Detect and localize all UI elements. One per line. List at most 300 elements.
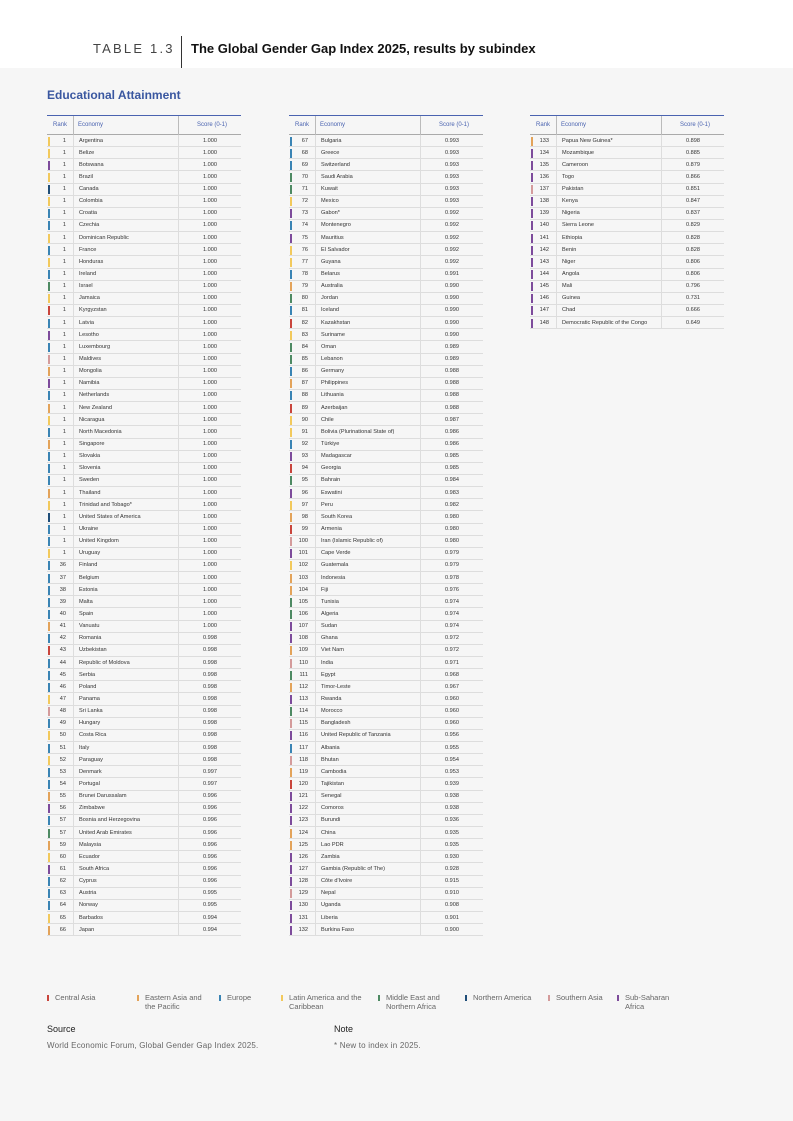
table-row (47, 232, 241, 244)
region-marker (290, 816, 292, 825)
score-cell: 1.000 (203, 258, 217, 265)
table-row (47, 487, 241, 499)
rank-cell: 97 (301, 501, 308, 508)
rank-cell: 1 (62, 295, 66, 302)
region-marker (290, 306, 292, 315)
rank-cell: 1 (62, 173, 66, 180)
column-separator (73, 791, 74, 803)
column-separator (420, 791, 421, 803)
rank-cell: 1 (62, 222, 66, 229)
table-row (47, 293, 241, 305)
column-separator (315, 256, 316, 268)
table-row (289, 912, 483, 924)
score-cell: 1.000 (203, 246, 217, 253)
column-separator (73, 718, 74, 730)
column-separator (315, 827, 316, 839)
economy-cell: Egypt (321, 671, 336, 678)
economy-cell: Barbados (79, 914, 103, 921)
table-row (289, 766, 483, 778)
region-marker (48, 683, 50, 692)
region-marker (290, 331, 292, 340)
column-separator (420, 378, 421, 390)
column-separator (315, 232, 316, 244)
column-separator (420, 244, 421, 256)
score-cell: 0.998 (203, 635, 217, 642)
score-header: Score (0-1) (197, 122, 228, 128)
region-marker (290, 756, 292, 765)
column-separator (420, 888, 421, 900)
region-marker (290, 671, 292, 680)
column-separator (661, 256, 662, 268)
table-row (47, 851, 241, 863)
economy-cell: Lesotho (79, 331, 99, 338)
table-row (289, 426, 483, 438)
column-separator (178, 147, 179, 159)
column-separator (420, 366, 421, 378)
economy-cell: Uruguay (79, 550, 101, 557)
region-marker (48, 926, 50, 935)
economy-cell: Japan (79, 926, 95, 933)
column-separator (661, 171, 662, 183)
column-separator (73, 196, 74, 208)
economy-cell: Sri Lanka (79, 708, 103, 715)
column-separator (73, 341, 74, 353)
rank-cell: 119 (299, 768, 308, 775)
rank-cell: 102 (298, 562, 308, 569)
rank-cell: 1 (62, 356, 66, 363)
column-separator (178, 426, 179, 438)
table-row (289, 317, 483, 329)
score-cell: 1.000 (203, 465, 217, 472)
region-marker (48, 634, 50, 643)
economy-cell: Portugal (79, 780, 100, 787)
region-marker (48, 610, 50, 619)
economy-cell: Guatemala (321, 562, 349, 569)
column-separator (420, 827, 421, 839)
table-row (289, 645, 483, 657)
table-row (289, 718, 483, 730)
table-row (530, 220, 724, 232)
economy-cell: Ecuador (79, 853, 100, 860)
economy-cell: Côte d'Ivoire (321, 878, 353, 885)
column-separator (420, 269, 421, 281)
column-separator (178, 924, 179, 936)
rank-cell: 106 (298, 610, 308, 617)
table-row (289, 560, 483, 572)
region-marker (290, 719, 292, 728)
rank-cell: 71 (301, 186, 308, 193)
economy-cell: Kyrgyzstan (79, 307, 107, 314)
rank-cell: 1 (62, 283, 66, 290)
table-row (47, 439, 241, 451)
column-separator (178, 196, 179, 208)
column-separator (420, 681, 421, 693)
score-cell: 1.000 (203, 538, 217, 545)
economy-cell: Indonesia (321, 574, 346, 581)
table-row (47, 742, 241, 754)
column-separator (178, 718, 179, 730)
column-separator (420, 778, 421, 790)
column-separator (178, 511, 179, 523)
economy-header: Economy (561, 122, 587, 128)
region-marker (48, 816, 50, 825)
column-separator (420, 584, 421, 596)
rank-cell: 57 (59, 817, 66, 824)
column-separator (420, 742, 421, 754)
region-marker (290, 926, 292, 935)
score-cell: 0.979 (445, 562, 459, 569)
rank-cell: 41 (59, 623, 66, 630)
table-row (47, 317, 241, 329)
region-marker (531, 209, 533, 218)
column-separator (178, 851, 179, 863)
column-separator (73, 560, 74, 572)
table-row (47, 524, 241, 536)
table-row (47, 766, 241, 778)
column-separator (178, 390, 179, 402)
column-separator (315, 888, 316, 900)
score-cell: 0.998 (203, 756, 217, 763)
score-cell: 0.979 (445, 550, 459, 557)
legend-swatch (137, 995, 139, 1001)
economy-cell: Ghana (321, 635, 338, 642)
column-separator (73, 693, 74, 705)
column-separator (73, 426, 74, 438)
economy-cell: Saudi Arabia (321, 173, 353, 180)
rank-cell: 1 (62, 137, 66, 144)
score-cell: 0.866 (686, 173, 700, 180)
economy-cell: Democratic Republic of the Congo (562, 319, 648, 326)
economy-cell: Mauritius (321, 234, 344, 241)
region-marker (290, 161, 292, 170)
table-row (289, 414, 483, 426)
economy-cell: Costa Rica (79, 732, 107, 739)
column-separator (178, 693, 179, 705)
score-cell: 1.000 (203, 501, 217, 508)
column-separator (661, 147, 662, 159)
score-cell: 0.985 (445, 465, 459, 472)
table-row (530, 281, 724, 293)
table-row (47, 778, 241, 790)
column-separator (178, 912, 179, 924)
column-separator (73, 317, 74, 329)
region-marker (48, 221, 50, 230)
economy-cell: Guinea (562, 295, 581, 302)
rank-cell: 1 (62, 161, 66, 168)
economy-cell: Lebanon (321, 356, 343, 363)
score-cell: 0.993 (445, 161, 459, 168)
column-separator (178, 208, 179, 220)
table-row (289, 281, 483, 293)
economy-cell: Poland (79, 683, 97, 690)
economy-cell: China (321, 829, 336, 836)
region-marker (290, 586, 292, 595)
column-separator (315, 693, 316, 705)
column-separator (73, 778, 74, 790)
section-title: Educational Attainment (47, 88, 181, 102)
score-cell: 0.982 (445, 501, 459, 508)
economy-cell: Republic of Moldova (79, 659, 130, 666)
column-separator (420, 645, 421, 657)
table-row (289, 572, 483, 584)
rank-cell: 131 (298, 914, 308, 921)
economy-cell: Nigeria (562, 210, 580, 217)
rank-cell: 76 (301, 246, 308, 253)
column-separator (73, 584, 74, 596)
score-cell: 0.935 (445, 829, 459, 836)
column-separator (315, 706, 316, 718)
region-marker (290, 379, 292, 388)
column-separator (420, 608, 421, 620)
table-row (530, 196, 724, 208)
region-marker (531, 319, 533, 328)
column-separator (178, 116, 179, 135)
region-marker (290, 355, 292, 364)
score-cell: 0.828 (686, 234, 700, 241)
table-row (47, 402, 241, 414)
score-cell: 0.998 (203, 695, 217, 702)
region-marker (290, 404, 292, 413)
economy-cell: Denmark (79, 768, 102, 775)
table-row (289, 463, 483, 475)
column-separator (178, 293, 179, 305)
column-separator (178, 669, 179, 681)
column-separator (73, 754, 74, 766)
table-row (47, 184, 241, 196)
rank-cell: 84 (301, 343, 308, 350)
column-separator (315, 815, 316, 827)
legend-swatch (219, 995, 221, 1001)
economy-cell: Viet Nam (321, 647, 344, 654)
column-separator (315, 378, 316, 390)
header-divider (181, 36, 182, 68)
rank-cell: 108 (298, 635, 308, 642)
economy-cell: Norway (79, 902, 98, 909)
region-marker (290, 889, 292, 898)
region-marker (290, 683, 292, 692)
region-marker (290, 744, 292, 753)
economy-cell: Honduras (79, 258, 104, 265)
region-marker (48, 452, 50, 461)
column-separator (315, 560, 316, 572)
column-separator (315, 147, 316, 159)
table-row (289, 499, 483, 511)
column-separator (420, 548, 421, 560)
column-separator (315, 402, 316, 414)
table-row (530, 135, 724, 147)
economy-cell: Ethiopia (562, 234, 583, 241)
region-marker (48, 731, 50, 740)
column-separator (661, 220, 662, 232)
rank-cell: 95 (301, 477, 308, 484)
column-separator (420, 487, 421, 499)
table-row (289, 827, 483, 839)
table-row (289, 341, 483, 353)
rank-cell: 1 (62, 380, 66, 387)
economy-cell: Finland (79, 562, 98, 569)
rank-cell: 104 (298, 586, 308, 593)
region-marker (290, 865, 292, 874)
column-separator (73, 536, 74, 548)
table-row (289, 608, 483, 620)
column-separator (73, 596, 74, 608)
column-separator (178, 487, 179, 499)
note-heading: Note (334, 1024, 354, 1034)
score-cell: 0.953 (445, 768, 459, 775)
column-separator (315, 657, 316, 669)
column-separator (315, 281, 316, 293)
column-separator (178, 803, 179, 815)
column-separator (73, 402, 74, 414)
legend-label: Southern Asia (556, 993, 603, 1002)
column-separator (73, 876, 74, 888)
column-separator (420, 863, 421, 875)
rank-cell: 113 (299, 695, 308, 702)
column-separator (315, 572, 316, 584)
score-cell: 0.988 (445, 380, 459, 387)
column-separator (420, 912, 421, 924)
table-row (289, 487, 483, 499)
region-marker (48, 659, 50, 668)
table-row (530, 232, 724, 244)
table-row (530, 244, 724, 256)
column-separator (73, 608, 74, 620)
column-separator (556, 220, 557, 232)
table-row (530, 184, 724, 196)
column-separator (420, 572, 421, 584)
region-marker (290, 853, 292, 862)
rank-cell: 1 (62, 428, 66, 435)
score-cell: 1.000 (203, 477, 217, 484)
column-separator (315, 863, 316, 875)
score-cell: 1.000 (203, 392, 217, 399)
rank-cell: 90 (301, 416, 308, 423)
rank-cell: 51 (59, 744, 66, 751)
rank-cell: 73 (301, 210, 308, 217)
score-cell: 1.000 (203, 319, 217, 326)
column-separator (556, 135, 557, 147)
column-separator (315, 220, 316, 232)
score-cell: 0.995 (203, 902, 217, 909)
column-separator (315, 439, 316, 451)
table-row (289, 791, 483, 803)
score-cell: 1.000 (203, 441, 217, 448)
region-marker (290, 221, 292, 230)
column-separator (178, 742, 179, 754)
column-separator (420, 341, 421, 353)
region-marker (531, 294, 533, 303)
table-row (47, 244, 241, 256)
column-separator (315, 718, 316, 730)
region-marker (290, 634, 292, 643)
score-cell: 1.000 (203, 380, 217, 387)
rank-cell: 98 (301, 513, 308, 520)
column-separator (315, 924, 316, 936)
column-separator (315, 584, 316, 596)
table-row (47, 281, 241, 293)
score-cell: 0.806 (686, 271, 700, 278)
score-cell: 0.986 (445, 428, 459, 435)
score-cell: 0.995 (203, 890, 217, 897)
column-separator (73, 256, 74, 268)
region-marker (290, 258, 292, 267)
rank-cell: 89 (301, 404, 308, 411)
rank-cell: 140 (539, 222, 549, 229)
table-row (530, 305, 724, 317)
column-separator (73, 329, 74, 341)
region-marker (290, 234, 292, 243)
rank-cell: 1 (62, 526, 66, 532)
column-separator (661, 317, 662, 329)
column-separator (73, 184, 74, 196)
region-marker (290, 489, 292, 498)
column-separator (315, 475, 316, 487)
column-separator (556, 256, 557, 268)
region-marker (48, 841, 50, 850)
score-cell: 0.974 (445, 598, 459, 605)
table-row (47, 366, 241, 378)
economy-cell: Oman (321, 343, 337, 350)
column-separator (420, 754, 421, 766)
score-cell: 0.996 (203, 841, 217, 848)
table-row (289, 803, 483, 815)
score-cell: 0.847 (686, 198, 700, 205)
table-row (289, 596, 483, 608)
column-separator (178, 232, 179, 244)
score-cell: 0.996 (203, 817, 217, 824)
column-separator (556, 293, 557, 305)
rank-cell: 139 (539, 210, 549, 217)
column-separator (420, 390, 421, 402)
column-separator (420, 281, 421, 293)
rank-cell: 141 (539, 234, 549, 241)
rank-cell: 128 (298, 878, 308, 885)
column-separator (315, 621, 316, 633)
score-cell: 0.939 (445, 780, 459, 787)
column-separator (556, 196, 557, 208)
table-row (47, 159, 241, 171)
column-separator (661, 208, 662, 220)
economy-cell: Hungary (79, 720, 101, 727)
column-separator (178, 596, 179, 608)
score-cell: 1.000 (203, 453, 217, 460)
economy-cell: Benin (562, 246, 577, 253)
region-marker (48, 282, 50, 291)
column-separator (73, 147, 74, 159)
rank-cell: 85 (301, 356, 308, 363)
rank-cell: 1 (62, 271, 66, 278)
economy-cell: Italy (79, 744, 90, 751)
region-marker (48, 489, 50, 498)
column-separator (315, 839, 316, 851)
region-marker (48, 513, 50, 522)
score-cell: 0.955 (445, 744, 459, 751)
column-separator (178, 220, 179, 232)
column-separator (73, 524, 74, 536)
score-cell: 1.000 (203, 331, 217, 338)
column-separator (556, 184, 557, 196)
region-marker (290, 659, 292, 668)
table-row (47, 730, 241, 742)
economy-cell: Mongolia (79, 368, 102, 375)
table-row (289, 293, 483, 305)
score-cell: 0.987 (445, 416, 459, 423)
column-separator (315, 803, 316, 815)
column-separator (73, 269, 74, 281)
table-row (289, 135, 483, 147)
column-separator (73, 366, 74, 378)
table-row (530, 293, 724, 305)
